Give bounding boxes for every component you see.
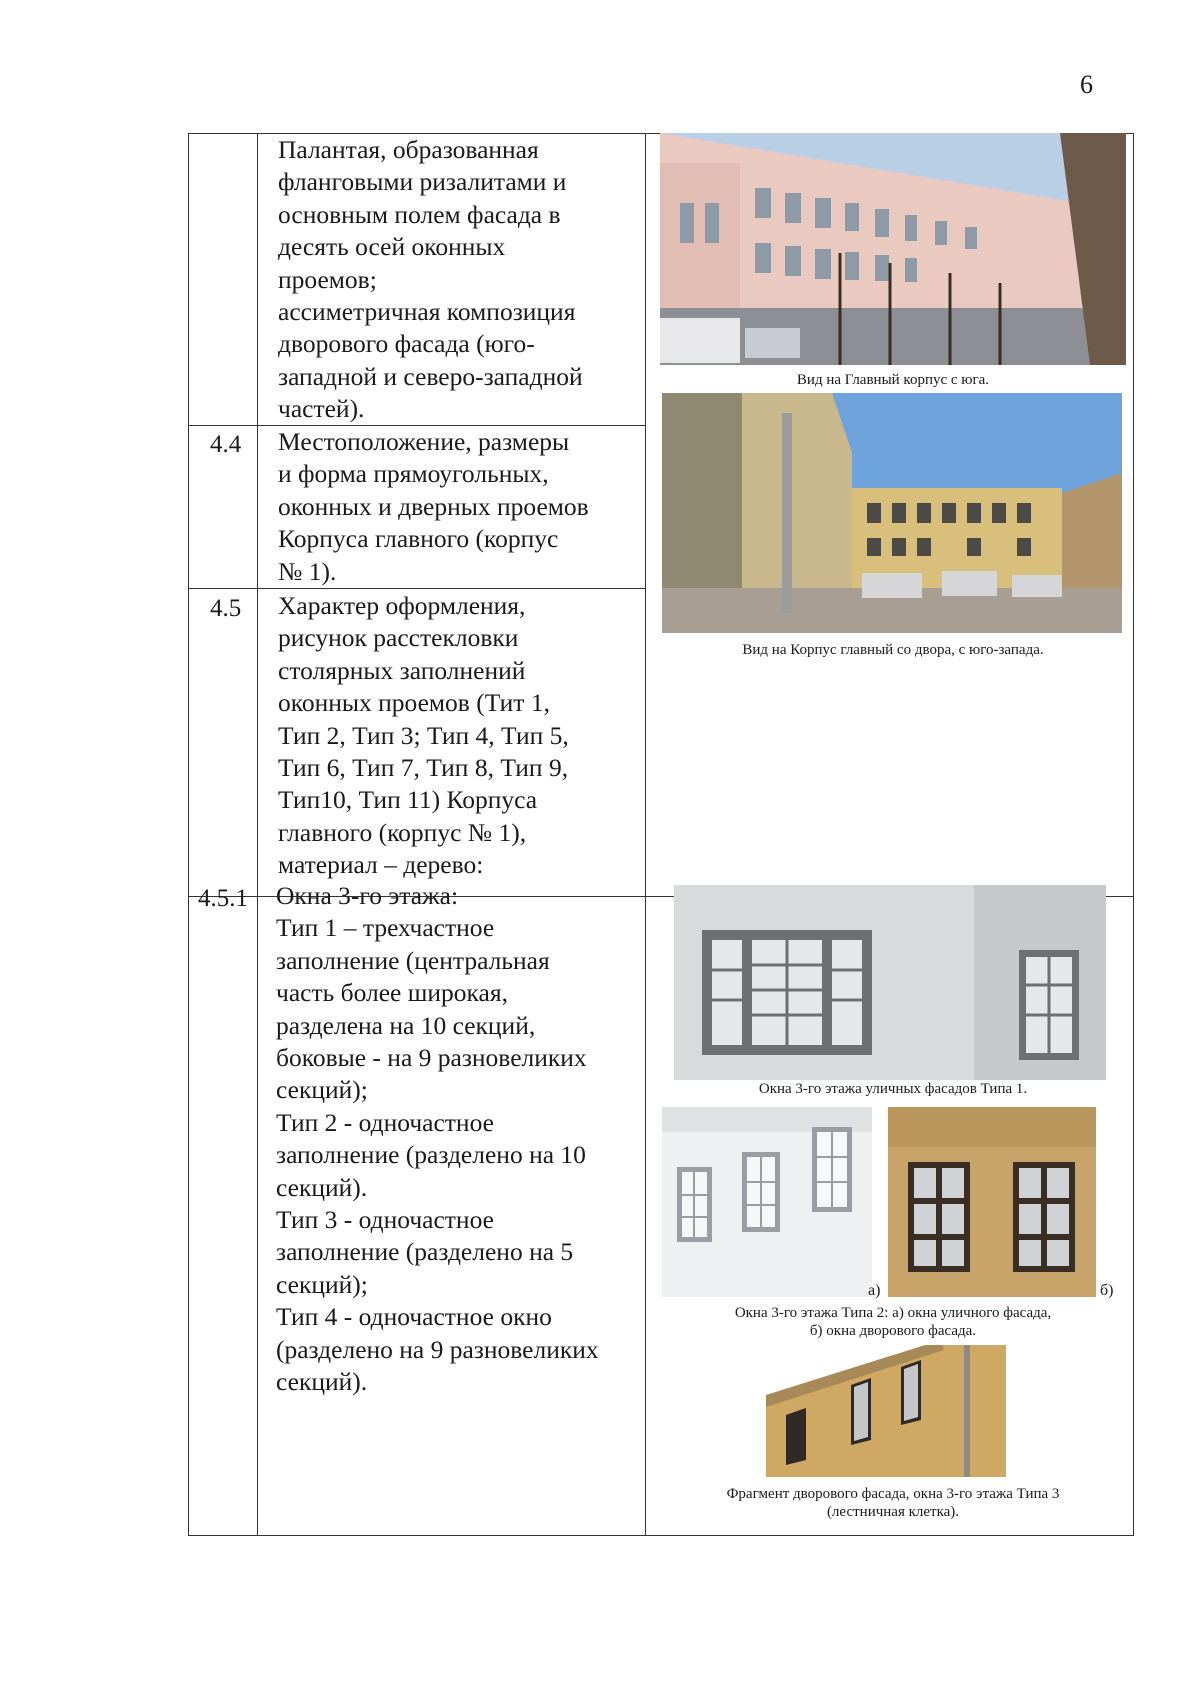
- row-number-4-5: 4.5: [210, 595, 242, 622]
- row-number-4-4: 4.4: [210, 431, 242, 458]
- row-number-4-5-1: 4.5.1: [198, 885, 248, 912]
- label-photo5: б): [1100, 1282, 1114, 1299]
- caption-photo4-5: Окна 3-го этажа Типа 2: а) окна уличного фасада, б) окна дворового фасада.: [734, 1305, 1052, 1339]
- photo-windows-type3-staircase: [766, 1345, 1006, 1477]
- page-number: 6: [1080, 70, 1093, 99]
- label-photo4: а): [868, 1282, 881, 1299]
- photo-main-building-courtyard: [662, 393, 1122, 633]
- photo-windows-type2-courtyard: [888, 1107, 1096, 1297]
- caption-photo2: Вид на Корпус главный со двора, с юго-запада.: [742, 642, 1044, 658]
- row-text-4-5: Характер оформления, рисунок расстекловки столярных заполнений оконных проемов (Тит 1, Тип 2, Тип 3; Тип 4, Тип 5, Тип 6, Тип 7, Тип 8, Тип 9, Тип10, Тип 11) Корпуса главного (корпус № 1), материал – дерево:: [278, 591, 569, 880]
- row-text-4-4: Местоположение, размеры и форма прямоугольных, оконных и дверных проемов Корпуса главного (корпус № 1).: [278, 427, 589, 586]
- row-text-facade-composition: Палантая, образованная фланговыми ризалитами и основным полем фасада в десять осей оконных проемов; ассиметричная композиция дворового фасада (юго- западной и северо-западной частей).: [278, 135, 583, 424]
- photo-windows-type1: [674, 885, 1106, 1080]
- caption-photo3: Окна 3-го этажа уличных фасадов Типа 1.: [758, 1081, 1028, 1097]
- caption-photo1: Вид на Главный корпус с юга.: [796, 372, 990, 388]
- caption-photo6: Фрагмент дворового фасада, окна 3-го этажа Типа 3 (лестничная клетка).: [726, 1486, 1060, 1520]
- row-text-4-5-1: Окна 3-го этажа: Тип 1 – трехчастное заполнение (центральная часть более широкая, разделена на 10 секций, боковые - на 9 разновеликих секций); Тип 2 - одночастное заполнение (разделено на 10 секций). Тип 3 - одночастное заполнение (разделено на 5 секций); Тип 4 - одночастное окно (разделено на 9 разновеликих секций).: [276, 881, 599, 1397]
- photo-windows-type2-street: [662, 1107, 872, 1297]
- photo-main-building-south: [660, 133, 1126, 365]
